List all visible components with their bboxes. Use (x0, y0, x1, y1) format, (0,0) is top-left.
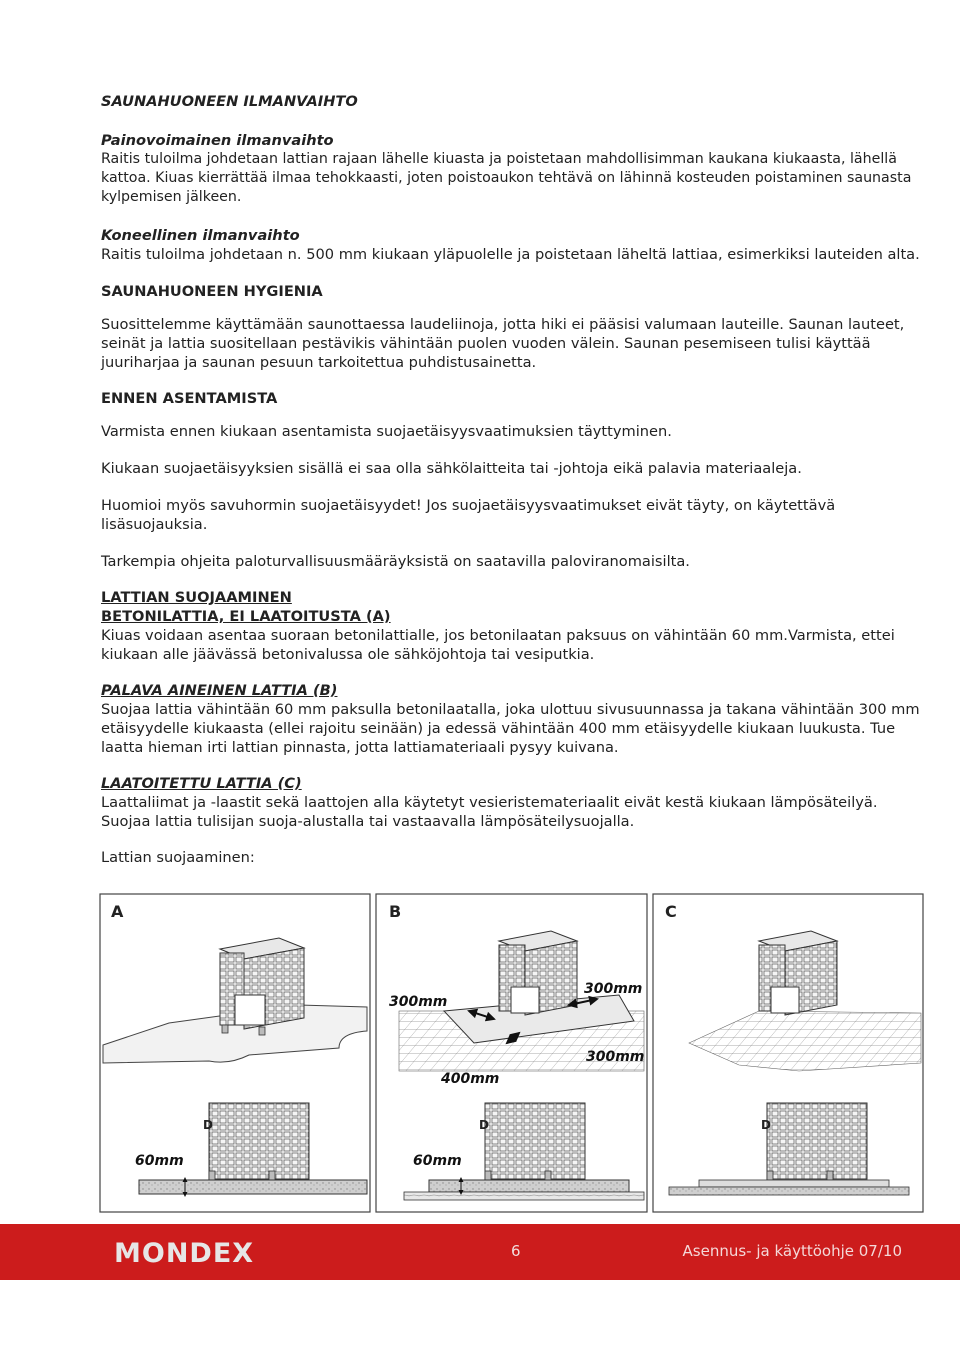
mondex-logo: MONDEX (114, 1238, 255, 1269)
stove-icon (759, 931, 837, 1015)
svg-text:D: D (203, 1118, 213, 1132)
panel-label-c: C (665, 902, 677, 921)
dim-a-thickness: 60mm (135, 1153, 184, 1169)
text-gravity-ventilation: Raitis tuloilma johdetaan lattian rajaan lähelle kiuasta ja poistetaan mahdollisimman kaukana kiukaasta, lähellä kattoa. Kiuas kierrättää ilmaa tehokkaasti, joten poistoaukon tehtävä on lähinnä kosteuden poistaminen saunasta kylpemisen jälkeen. (101, 151, 912, 205)
subheading-tiled-floor: LAATOITETTU LATTIA (C) (101, 775, 302, 792)
text-before-install-4: Tarkempia ohjeita paloturvallisuusmääräyksistä on saatavilla paloviranomaisilta. (101, 553, 690, 570)
dim-b-side: 300mm (389, 994, 448, 1010)
heading-floor-protection: LATTIAN SUOJAAMINEN (101, 589, 292, 606)
svg-text:D: D (761, 1118, 771, 1132)
document-title: Asennus- ja käyttöohje 07/10 (682, 1242, 902, 1260)
panel-b-section (404, 1103, 644, 1200)
text-before-install-1: Varmista ennen kiukaan asentamista suojaetäisyysvaatimuksien täyttyminen. (101, 423, 672, 440)
heading-hygiene: SAUNAHUONEEN HYGIENIA (101, 283, 323, 300)
text-tiled-floor: Laattaliimat ja -laastit sekä laattojen alla käytetyt vesieristemateriaalit eivät kestä kiukaan lämpösäteilyä. Suojaa lattia tulisijan suoja-alustalla tai vastaavalla lämpösäteilysuojalla. (101, 794, 878, 830)
text-hygiene: Suosittelemme käyttämään saunottaessa laudeliinoja, jotta hiki ei pääsisi valumaan lauteille. Saunan lauteet, seinät ja lattia suositellaan pestävikis vähintään puolen vuoden välein. Saunan pesemiseen tulisi käyttää juuriharjaa ja saunan pesuun tarkoitettua puhdistusainetta. (101, 316, 905, 371)
dim-b-front: 400mm (441, 1071, 500, 1087)
page-footer (0, 1224, 960, 1280)
heading-before-install: ENNEN ASENTAMISTA (101, 390, 278, 407)
stove-icon (220, 938, 304, 1035)
page-number: 6 (511, 1242, 521, 1260)
panel-label-b: B (389, 902, 402, 921)
page-content (101, 92, 921, 867)
stove-icon (499, 931, 577, 1015)
text-before-install-2: Kiukaan suojaetäisyyksien sisällä ei saa olla sähkölaitteita tai -johtoja eikä palavia materiaaleja. (101, 460, 802, 477)
panel-c-tiled-floor (689, 1011, 921, 1071)
panel-a-section (139, 1103, 367, 1196)
text-combustible-floor: Suojaa lattia vähintään 60 mm paksulla betonilaatalla, joka ulottuu sivusuunnassa ja takana vähintään 300 mm etäisyydelle kiukaasta (ellei rajoitu seinään) ja edessä vähintään 400 mm etäisyydelle kiukaan luukusta. Tue laatta hieman irti lattian pinnasta, jotta lattiamateriaali pysyy kuivana. (101, 701, 920, 756)
panel-label-a: A (111, 902, 124, 921)
subheading-concrete-floor: BETONILATTIA, EI LAATOITUSTA (A) (101, 608, 391, 625)
floor-protection-figure (99, 893, 924, 1213)
dim-b-thickness: 60mm (413, 1153, 462, 1169)
heading-ventilation: SAUNAHUONEEN ILMANVAIHTO (101, 93, 358, 110)
panel-c-section (669, 1103, 909, 1195)
text-concrete-floor: Kiuas voidaan asentaa suoraan betonilattialle, jos betonilaatan paksuus on vähintään 60 mm.Varmista, ettei kiukaan alle jäävässä betonivalussa ole sähköjohtoja tai vesiputkia. (101, 627, 895, 663)
subheading-mechanical-ventilation: Koneellinen ilmanvaihto (101, 227, 300, 244)
subheading-combustible-floor: PALAVA AINEINEN LATTIA (B) (101, 682, 338, 699)
text-before-install-3: Huomioi myös savuhormin suojaetäisyydet! Jos suojaetäisyysvaatimukset eivät täyty, on käytettävä lisäsuojauksia. (101, 497, 836, 533)
svg-text:D: D (479, 1118, 489, 1132)
figure-caption: Lattian suojaaminen: (101, 849, 255, 866)
text-mechanical-ventilation: Raitis tuloilma johdetaan n. 500 mm kiukaan yläpuolelle ja poistetaan läheltä lattiaa, esimerkiksi lauteiden alta. (101, 246, 920, 263)
dim-c-side: 300mm (584, 981, 643, 997)
dim-c-back: 300mm (586, 1049, 645, 1065)
subheading-gravity-ventilation: Painovoimainen ilmanvaihto (101, 132, 334, 149)
